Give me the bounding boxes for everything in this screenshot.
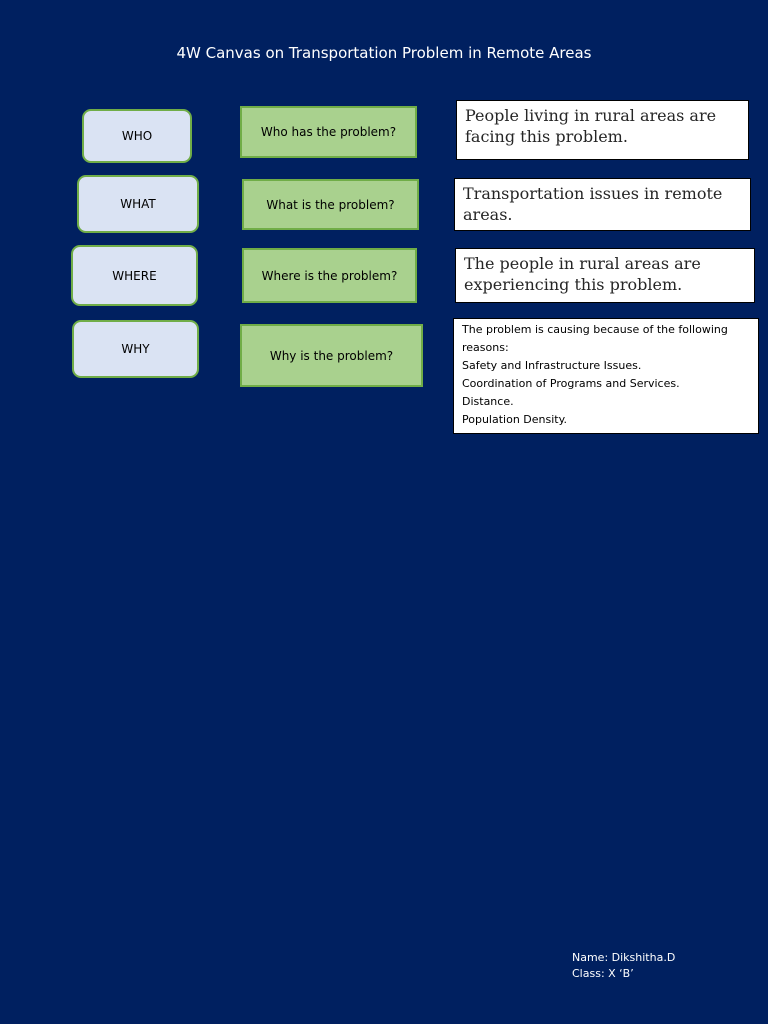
what-question-box (242, 179, 419, 230)
who-answer-box (456, 100, 749, 160)
why-question-box (240, 324, 423, 387)
what-answer-box (454, 178, 751, 231)
what-label: WHAT (120, 197, 156, 211)
why-reason-population: Population Density. (462, 413, 568, 426)
why-box (72, 320, 199, 378)
who-question-box (240, 106, 417, 158)
where-answer-text: The people in rural areas are experiencing this problem. (464, 254, 701, 294)
author-name: Name: Dikshitha.D (572, 951, 676, 964)
who-box (82, 109, 192, 163)
page-title: 4W Canvas on Transportation Problem in Remote Areas (176, 44, 592, 62)
where-question-box (242, 248, 417, 303)
who-question-text: Who has the problem? (260, 125, 397, 139)
what-answer-text: Transportation issues in remote areas. (463, 184, 723, 224)
where-box (71, 245, 198, 306)
author-info (572, 950, 675, 982)
why-answer-box (453, 318, 759, 434)
where-question-text: Where is the problem? (261, 268, 398, 283)
what-question-text: What is the problem? (266, 197, 395, 212)
why-reason-coordination: Coordination of Programs and Services. (462, 377, 680, 390)
who-answer-text: People living in rural areas are facing this problem. (465, 106, 717, 146)
what-box (77, 175, 199, 233)
why-reason-distance: Distance. (462, 395, 514, 408)
why-label: WHY (121, 342, 150, 356)
where-label: WHERE (112, 268, 157, 283)
where-answer-box (455, 248, 755, 303)
author-class: Class: X ‘B’ (572, 967, 634, 980)
why-answer-intro: The problem is causing because of the following reasons: (462, 323, 728, 354)
why-reason-safety: Safety and Infrastructure Issues. (462, 359, 642, 372)
who-label: WHO (121, 129, 153, 143)
why-question-text: Why is the problem? (269, 348, 394, 363)
